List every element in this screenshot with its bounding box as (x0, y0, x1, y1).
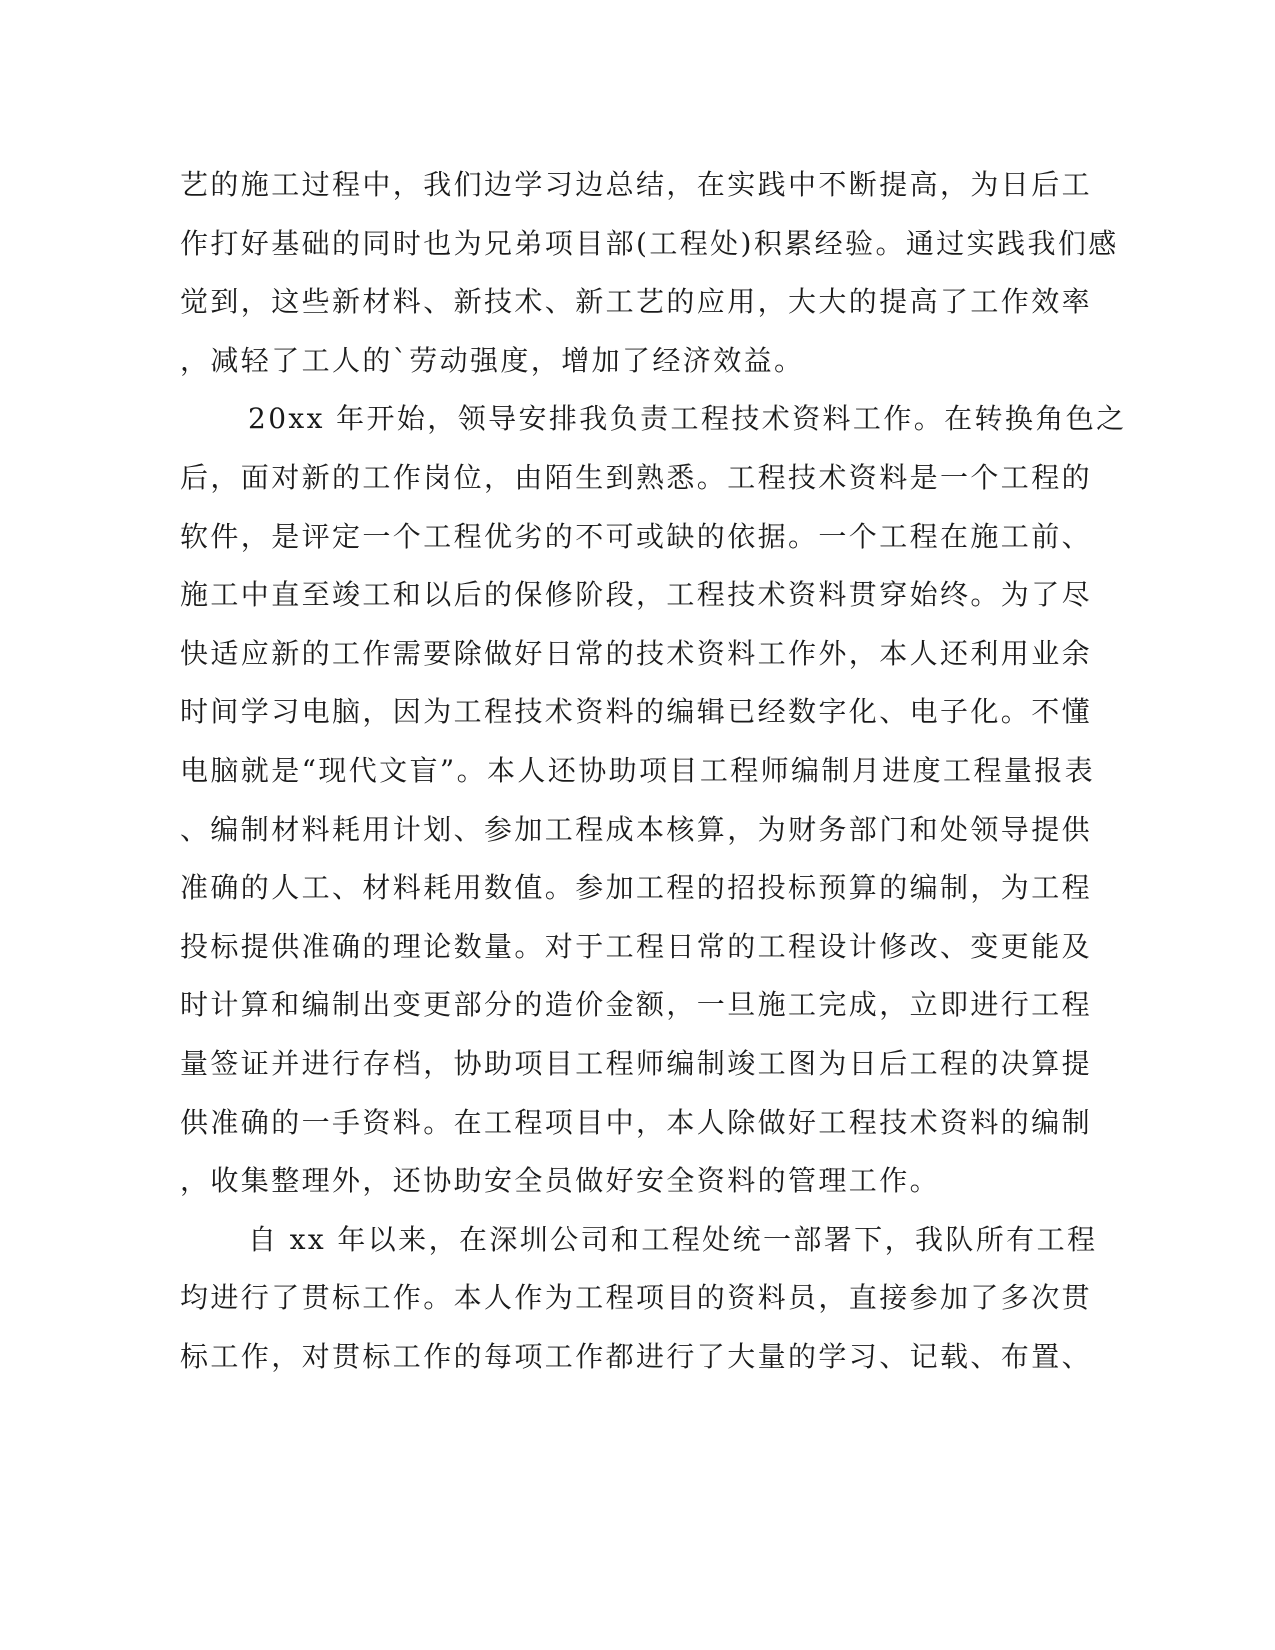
text-line: 时间学习电脑，因为工程技术资料的编辑已经数字化、电子化。不懂 (180, 695, 1093, 729)
text-line: 时计算和编制出变更部分的造价金额，一旦施工完成，立即进行工程 (180, 988, 1093, 1022)
text-line: 电脑就是“现代文盲”。本人还协助项目工程师编制月进度工程量报表 (180, 753, 1096, 787)
text-line: 施工中直至竣工和以后的保修阶段，工程技术资料贯穿始终。为了尽 (180, 578, 1093, 612)
text-line: ，收集整理外，还协助安全员做好安全资料的管理工作。 (180, 1164, 941, 1198)
text-line: 后，面对新的工作岗位，由陌生到熟悉。工程技术资料是一个工程的 (180, 460, 1093, 494)
body-text (180, 156, 1127, 1386)
text-line: 供准确的一手资料。在工程项目中，本人除做好工程技术资料的编制 (180, 1105, 1093, 1139)
text-line: 艺的施工过程中，我们边学习边总结，在实践中不断提高，为日后工 (180, 168, 1093, 201)
text-line: 标工作，对贯标工作的每项工作都进行了大量的学习、记载、布置、 (180, 1339, 1093, 1373)
text-line: 量签证并进行存档，协助项目工程师编制竣工图为日后工程的决算提 (180, 1046, 1093, 1080)
text-line: 自 xx 年以来，在深圳公司和工程处统一部署下，我队所有工程 (248, 1222, 1098, 1256)
text-line: ，减轻了工人的`劳动强度，增加了经济效益。 (180, 343, 805, 377)
text-line: 、编制材料耗用计划、参加工程成本核算，为财务部门和处领导提供 (180, 812, 1093, 846)
text-line: 作打好基础的同时也为兄弟项目部(工程处)积累经验。通过实践我们感 (180, 226, 1119, 260)
text-line: 觉到，这些新材料、新技术、新工艺的应用，大大的提高了工作效率 (180, 285, 1093, 319)
text-line: 软件，是评定一个工程优劣的不可或缺的依据。一个工程在施工前、 (180, 519, 1093, 553)
text-line: 20xx 年开始，领导安排我负责工程技术资料工作。在转换角色之 (248, 402, 1127, 436)
text-line: 准确的人工、材料耗用数值。参加工程的招投标预算的编制，为工程 (180, 871, 1093, 905)
text-line: 快适应新的工作需要除做好日常的技术资料工作外，本人还利用业余 (180, 636, 1093, 670)
text-line: 投标提供准确的理论数量。对于工程日常的工程设计修改、变更能及 (180, 929, 1093, 963)
text-line: 均进行了贯标工作。本人作为工程项目的资料员，直接参加了多次贯 (180, 1281, 1093, 1315)
